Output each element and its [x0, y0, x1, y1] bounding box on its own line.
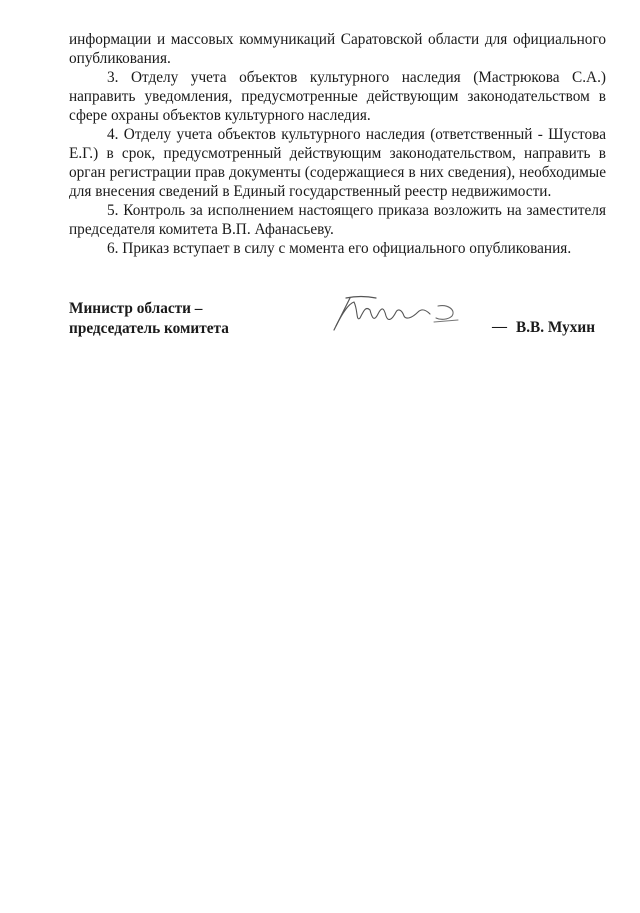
- paragraph-item-4: 4. Отделу учета объектов культурного наследия (ответственный - Шустова Е.Г.) в срок, предусмотренный действующим законодательством, направить в орган регистрации прав документы (содержащиеся в них сведения), необходимые для внесения сведений в Единый государственный реестр недвижимости.: [69, 126, 606, 200]
- signatory-title: [69, 299, 229, 339]
- signatory-name: В.В. Мухин: [516, 319, 596, 336]
- handwritten-signature: [326, 292, 466, 336]
- paragraph-item-5: 5. Контроль за исполнением настоящего приказа возложить на заместителя председателя комитета В.П. Афанасьеву.: [69, 202, 606, 238]
- signatory-title-line2: председатель комитета: [69, 320, 229, 337]
- signatory-title-line1: Министр области –: [69, 300, 203, 317]
- document-body: [69, 30, 606, 258]
- paragraph-continuation: информации и массовых коммуникаций Саратовской области для официального опубликования.: [69, 31, 606, 67]
- paragraph-item-6: 6. Приказ вступает в силу с момента его официального опубликования.: [107, 240, 572, 257]
- paragraph-item-3: 3. Отделу учета объектов культурного наследия (Мастрюкова С.А.) направить уведомления, предусмотренные действующим законодательством в сфере охраны объектов культурного наследия.: [69, 69, 606, 124]
- signature-dash: —: [492, 319, 507, 335]
